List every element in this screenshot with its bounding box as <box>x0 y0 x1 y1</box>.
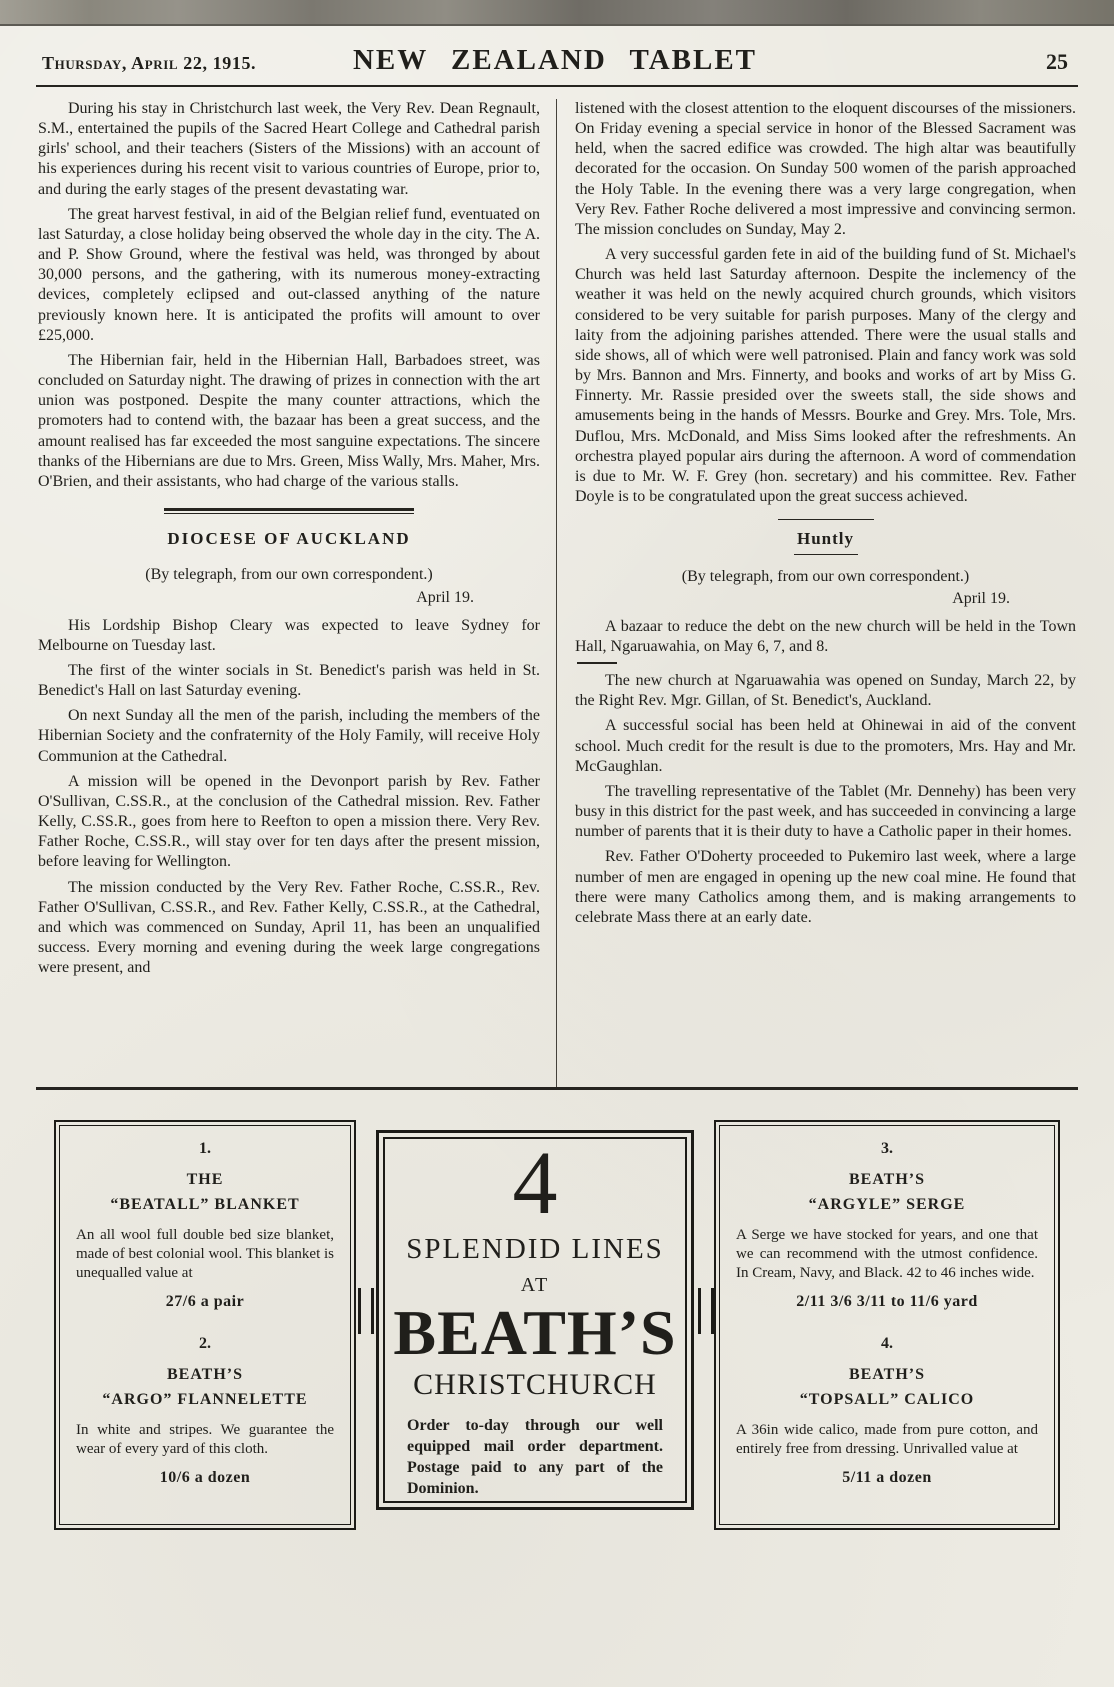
ad-item-argo-flannelette <box>56 1335 354 1487</box>
section-heading-diocese-of-auckland: DIOCESE OF AUCKLAND <box>167 528 411 548</box>
paragraph: The Hibernian fair, held in the Hibernian Hall, Barbadoes street, was concluded on Saturday night. The drawing of prizes in connection with the art union was postponed. Despite the many counter attractions, which the promoters had to contend with, the bazaar has been a great success, and the amount realised has far exceeded the most sanguine expectations. The sincere thanks of the Hibernians are due to Mrs. Green, Miss Wally, Mrs. Maher, Mrs. O'Brien, and their assistants, who had charge of the various stalls. <box>38 351 540 490</box>
ad-item-title <box>56 1363 354 1413</box>
ad-city: CHRISTCHURCH <box>413 1368 657 1402</box>
ad-item-number: 4. <box>881 1335 893 1353</box>
paragraph: A bazaar to reduce the debt on the new church will be held in the Town Hall, Ngaruawahia, on May 6, 7, and 8. <box>575 617 1076 655</box>
ad-title-line: “ARGYLE” SERGE <box>808 1195 966 1213</box>
ad-title-line: “TOPSALL” CALICO <box>799 1390 975 1408</box>
ad-box-center <box>376 1130 694 1510</box>
section-divider <box>164 508 414 514</box>
ad-tagline: SPLENDID LINES <box>406 1233 664 1265</box>
ad-connector-right <box>698 1288 714 1334</box>
paragraph: The first of the winter socials in St. Benedict's parish was held in St. Benedict's Hall on last Saturday evening. <box>38 662 540 700</box>
ad-item-number: 3. <box>881 1140 893 1157</box>
scan-edge <box>0 0 1114 26</box>
paragraph: His Lordship Bishop Cleary was expected to leave Sydney for Melbourne on Tuesday last. <box>38 616 540 654</box>
ad-connector-left <box>358 1288 374 1334</box>
ad-big-number: 4 <box>512 1134 558 1233</box>
section-heading-huntly: Huntly <box>796 529 855 549</box>
masthead <box>0 26 1114 85</box>
ad-item-body: A Serge we have stocked for years, and one that we can recommend with the utmost confidence. In Cream, Navy, and Black. 42 to 46 inches wide. <box>736 1226 1038 1281</box>
paragraph: The great harvest festival, in aid of the Belgian relief fund, eventuated on last Saturday, a close holiday being observed the whole day in the city. The A. and P. Show Ground, where the festival was held, was thronged by about 30,000 persons, and the gathering, with its numerous money-extracting devices, completely eclipsed and out-classed anything of the nature previously known here. It is anticipated the profits will amount to over £25,000. <box>38 205 540 344</box>
ad-item-price: 27/6 a pair <box>165 1293 245 1311</box>
paragraph: A successful social has been held at Ohinewai in aid of the convent school. Much credit for the result is due to the promoters, Mrs. Hay and Mr. McGaughlan. <box>575 717 1076 775</box>
paragraph: The travelling representative of the Tablet (Mr. Dennehy) has been very busy in this district for the past week, and has succeeded in convincing a large number of parents that it is their duty to have a Catholic paper in their homes. <box>575 782 1076 841</box>
ad-item-body: A 36in wide calico, made from pure cotton, and entirely free from dressing. Unrivalled value at <box>736 1421 1038 1457</box>
ad-mail-order-note: Order to-day through our well equipped mail order department. Postage paid to any part of the Dominion. <box>407 1417 663 1497</box>
ad-item-body: In white and stripes. We guarantee the wear of every yard of this cloth. <box>76 1421 334 1457</box>
ad-item-title <box>56 1168 354 1218</box>
paragraph: The mission conducted by the Very Rev. Father Roche, C.SS.R., Rev. Father O'Sullivan, C.SS.R., and Rev. Father Kelly, C.SS.R., at the Cathedral, and which was commenced on Sunday, April 11, has been an unqualified success. Every morning and evening during the week large congregations were present, and <box>38 878 540 977</box>
paragraph-dash-artifact <box>577 662 617 664</box>
byline: (By telegraph, from our own correspondent.) <box>145 566 433 584</box>
left-column <box>38 99 557 1087</box>
article-body <box>0 87 1114 1087</box>
ad-item-price: 10/6 a dozen <box>159 1469 251 1487</box>
page-number: 25 <box>1046 49 1069 74</box>
paragraph: Rev. Father O'Doherty proceeded to Pukemiro last week, where a large number of men are engaged in opening up the new coal mine. He found that there were many Catholics among them, and is making arrangements to celebrate Mass there at an early date. <box>575 848 1076 926</box>
ad-title-line: “BEATALL” BLANKET <box>110 1195 300 1213</box>
ad-title-line: BEATH’S <box>848 1366 926 1384</box>
ad-box-left <box>54 1120 356 1530</box>
ad-item-number: 1. <box>199 1140 211 1157</box>
ad-at-line: AT <box>520 1274 550 1296</box>
ad-title-line: THE <box>186 1171 224 1188</box>
ad-title-line: “ARGO” FLANNELETTE <box>102 1390 308 1408</box>
heading-rule-top <box>778 519 874 520</box>
ad-box-right <box>714 1120 1060 1530</box>
ad-item-title <box>716 1363 1058 1413</box>
paragraph: During his stay in Christchurch last week, the Very Rev. Dean Regnault, S.M., entertained the pupils of the Sacred Heart College and Cathedral parish girls' school, and their teachers (Sisters of the Missions) with an account of his experiences during his recent visit to various countries of Europe, prior to, and during the early stages of the present devastating war. <box>38 100 540 198</box>
ad-item-title <box>716 1168 1058 1218</box>
paragraph: On next Sunday all the men of the parish, including the members of the Hibernian Society and the confraternity of the Holy Family, will receive Holy Communion at the Cathedral. <box>38 707 540 765</box>
ad-item-price: 2/11 3/6 3/11 to 11/6 yard <box>796 1293 978 1311</box>
paragraph: A very successful garden fete in aid of the building fund of St. Michael's Church was held last Saturday afternoon. Despite the inclemency of the weather it was held on the newly acquired church grounds, which visitors considered to be very suitable for parish purposes. Many of the clergy and laity from the adjoining parishes attended. There were the usual stalls and side shows, all of which were well patronised. Plain and fancy work was sold by Mrs. Bannon and Mrs. Finnerty, and books and works of art by Miss G. Finnerty. Mr. Rassie presided over the sweets stall, the side shows and amusements being in the hands of Messrs. Bourke and Grey. Mrs. Tole, Mrs. Duflou, Mrs. McDonald, and Miss Sims looked after the refreshments. An orchestra played popular airs during the afternoon. A word of commendation is due to Mr. W. F. Grey (hon. secretary) and his committee. Rev. Father Doyle is to be congratulated upon the great success achieved. <box>575 246 1076 505</box>
ad-item-body: An all wool full double bed size blanket, made of best colonial wool. This blanket is unequalled value at <box>76 1226 335 1281</box>
advertisement-section <box>0 1090 1114 1536</box>
byline: (By telegraph, from our own correspondent.) <box>681 567 970 585</box>
ad-title-line: BEATH’S <box>166 1366 244 1384</box>
ad-item-beatall-blanket <box>56 1140 354 1311</box>
heading-rule-bottom <box>794 554 858 555</box>
ad-item-argyle-serge <box>716 1140 1058 1311</box>
paragraph: A mission will be opened in the Devonport parish by Rev. Father O'Sullivan, C.SS.R., at the conclusion of the Cathedral mission. Rev. Father Kelly, C.SS.R., goes from here to Reefton to open a mission there. Very Rev. Father Roche, C.SS.R., will stay over for ten days after the present mission, before leaving for Wellington. <box>38 772 540 871</box>
paragraph: The new church at Ngaruawahia was opened on Sunday, March 22, by the Right Rev. Mgr. Gillan, of St. Benedict's, Auckland. <box>575 672 1076 710</box>
ad-item-number: 2. <box>199 1335 211 1353</box>
right-column <box>557 99 1076 1087</box>
ad-item-topsall-calico <box>716 1335 1058 1487</box>
ad-title-line: BEATH’S <box>848 1171 926 1188</box>
ad-brand-name: BEATH’S <box>393 1297 677 1368</box>
dateline: April 19. <box>952 589 1010 607</box>
issue-date: Thursday, April 22, 1915. <box>42 53 257 73</box>
paragraph-continuation: listened with the closest attention to the eloquent discourses of the missioners. On Friday evening a special service in honor of the Blessed Sacrament was held, when the sacred edifice was crowded. The high altar was beautifully decorated for the occasion. On Sunday 500 women of the parish approached the Holy Table. In the evening there was a very large congregation, when Very Rev. Father Roche delivered a most impressive and convincing sermon. The mission concludes on Sunday, May 2. <box>575 100 1076 238</box>
ad-item-price: 5/11 a dozen <box>842 1469 932 1487</box>
dateline: April 19. <box>416 588 474 606</box>
masthead-title: NEW ZEALAND TABLET <box>352 44 758 76</box>
